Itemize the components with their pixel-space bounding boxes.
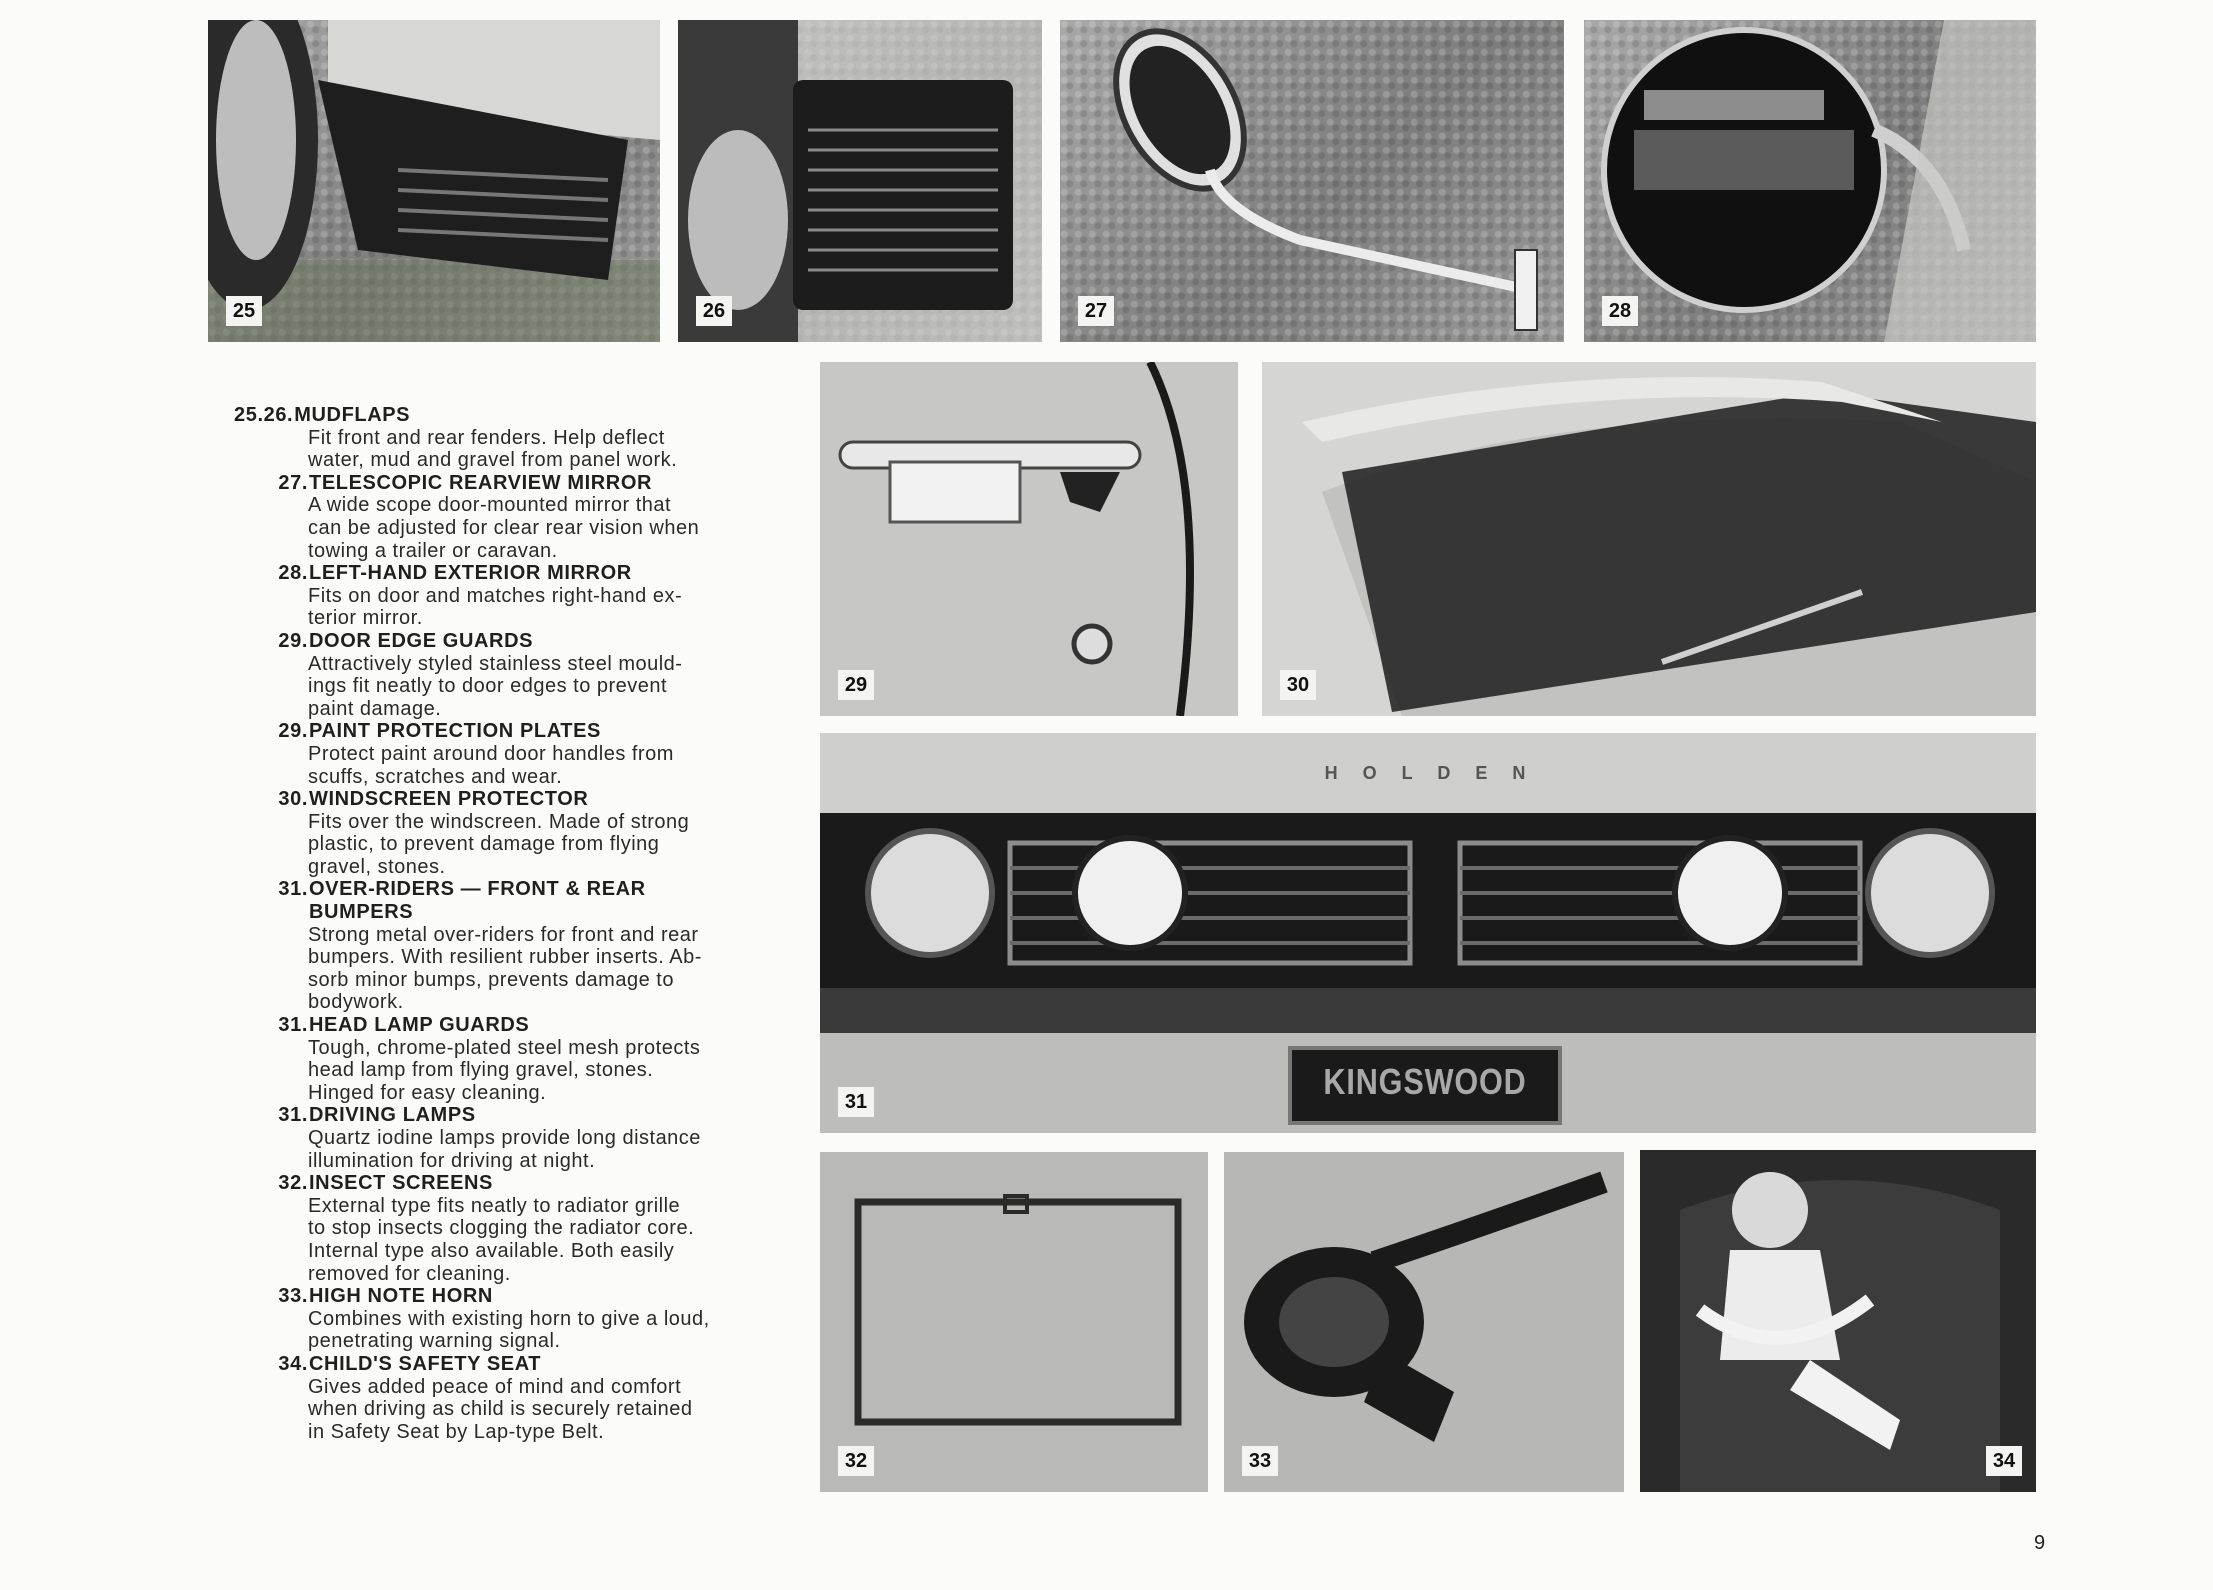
license-plate: KINGSWOOD bbox=[1323, 1061, 1527, 1102]
page-number: 9 bbox=[2034, 1532, 2046, 1554]
item-description bbox=[308, 924, 774, 1014]
item-line: bumpers. With resilient rubber inserts. Ab- bbox=[308, 946, 702, 969]
list-item bbox=[270, 1353, 774, 1443]
list-item bbox=[270, 1172, 774, 1285]
item-description bbox=[308, 653, 774, 721]
item-line: head lamp from flying gravel, stones. bbox=[308, 1059, 654, 1082]
item-description bbox=[308, 585, 774, 630]
item-title: CHILD'S SAFETY SEAT bbox=[309, 1352, 542, 1375]
item-description bbox=[308, 811, 774, 879]
windscreen-illustration bbox=[1262, 362, 2036, 716]
item-number: 29. bbox=[278, 629, 308, 652]
item-line: towing a trailer or caravan. bbox=[308, 539, 558, 562]
photo-number: 30 bbox=[1280, 670, 1316, 700]
mirror-illustration bbox=[1060, 20, 1564, 342]
item-line: bodywork. bbox=[308, 991, 404, 1014]
item-line: External type fits neatly to radiator grille bbox=[308, 1194, 681, 1217]
photo-number: 29 bbox=[838, 670, 874, 700]
item-description bbox=[308, 427, 774, 472]
item-number: 33. bbox=[278, 1285, 308, 1308]
photo-34-child-seat bbox=[1640, 1150, 2036, 1492]
item-number: 30. bbox=[278, 788, 308, 811]
item-line: Protect paint around door handles from bbox=[308, 742, 674, 765]
photo-number: 28 bbox=[1602, 296, 1638, 326]
photo-28-exterior-mirror bbox=[1584, 20, 2036, 342]
item-number: 29. bbox=[278, 720, 308, 743]
list-item bbox=[270, 1285, 774, 1353]
list-item bbox=[270, 630, 774, 720]
accessory-list bbox=[234, 404, 774, 1443]
item-title: WINDSCREEN PROTECTOR bbox=[309, 788, 589, 811]
item-line: terior mirror. bbox=[308, 607, 423, 630]
item-number: 28. bbox=[278, 562, 308, 585]
item-number: 25.26. bbox=[234, 404, 294, 426]
list-item bbox=[270, 472, 774, 562]
item-line: Combines with existing horn to give a loud, bbox=[308, 1307, 710, 1330]
photo-number: 31 bbox=[838, 1087, 874, 1117]
item-line: Attractively styled stainless steel mould- bbox=[308, 652, 683, 675]
item-description bbox=[308, 494, 774, 562]
list-item bbox=[270, 788, 774, 878]
item-line: A wide scope door-mounted mirror that bbox=[308, 494, 672, 517]
item-line: sorb minor bumps, prevents damage to bbox=[308, 968, 674, 991]
item-line: in Safety Seat by Lap-type Belt. bbox=[308, 1420, 605, 1443]
list-item bbox=[234, 404, 774, 472]
child-seat-illustration bbox=[1640, 1150, 2036, 1492]
mudflap-illustration bbox=[678, 20, 1042, 342]
item-description bbox=[308, 743, 774, 788]
item-line: Hinged for easy cleaning. bbox=[308, 1081, 547, 1104]
item-line: scuffs, scratches and wear. bbox=[308, 765, 563, 788]
item-line: can be adjusted for clear rear vision when bbox=[308, 516, 700, 539]
item-line: Gives added peace of mind and comfort bbox=[308, 1375, 682, 1398]
list-item bbox=[270, 1104, 774, 1172]
item-line: Fits over the windscreen. Made of strong bbox=[308, 810, 690, 833]
item-line: Tough, chrome-plated steel mesh protects bbox=[308, 1036, 701, 1059]
item-line: plastic, to prevent damage from flying bbox=[308, 833, 660, 856]
insect-screen-illustration bbox=[820, 1152, 1208, 1492]
item-title: TELESCOPIC REARVIEW MIRROR bbox=[309, 471, 653, 494]
mirror-illustration bbox=[1584, 20, 2036, 342]
photo-30-windscreen bbox=[1262, 362, 2036, 716]
item-title: DOOR EDGE GUARDS bbox=[309, 629, 534, 652]
photo-32-insect-screen bbox=[820, 1152, 1208, 1492]
list-item bbox=[270, 1014, 774, 1104]
item-line: paint damage. bbox=[308, 697, 442, 720]
item-line: Internal type also available. Both easily bbox=[308, 1239, 675, 1262]
item-description bbox=[308, 1376, 774, 1444]
photo-33-horn bbox=[1224, 1152, 1624, 1492]
item-line: removed for cleaning. bbox=[308, 1262, 511, 1285]
photo-27-telescopic-mirror bbox=[1060, 20, 1564, 342]
horn-illustration bbox=[1224, 1152, 1624, 1492]
photo-number: 27 bbox=[1078, 296, 1114, 326]
item-number: 31. bbox=[278, 878, 308, 901]
photo-29-door-handle bbox=[820, 362, 1238, 716]
item-title: DRIVING LAMPS bbox=[309, 1104, 476, 1127]
grille-badge: H O L D E N bbox=[1324, 763, 1536, 783]
item-number: 31. bbox=[278, 1104, 308, 1127]
list-item bbox=[270, 720, 774, 788]
photo-31-front-grille bbox=[820, 733, 2036, 1133]
item-line: Fit front and rear fenders. Help deflect bbox=[308, 426, 665, 449]
photo-number: 33 bbox=[1242, 1446, 1278, 1476]
item-line: water, mud and gravel from panel work. bbox=[308, 449, 678, 472]
item-number: 27. bbox=[278, 471, 308, 494]
item-description bbox=[308, 1308, 774, 1353]
photo-number: 34 bbox=[1986, 1446, 2022, 1476]
item-title: INSECT SCREENS bbox=[309, 1172, 493, 1195]
photo-25-mudflap bbox=[208, 20, 660, 342]
item-title: PAINT PROTECTION PLATES bbox=[309, 720, 601, 743]
list-item bbox=[270, 562, 774, 630]
item-line: ings fit neatly to door edges to prevent bbox=[308, 675, 668, 698]
item-line: when driving as child is securely retained bbox=[308, 1398, 693, 1421]
item-line: illumination for driving at night. bbox=[308, 1149, 596, 1172]
item-description bbox=[308, 1195, 774, 1285]
mudflap-illustration bbox=[208, 20, 660, 342]
photo-26-mudflap bbox=[678, 20, 1042, 342]
door-handle-illustration bbox=[820, 362, 1238, 716]
item-title: HEAD LAMP GUARDS bbox=[309, 1014, 530, 1037]
item-line: penetrating warning signal. bbox=[308, 1330, 561, 1353]
item-line: to stop insects clogging the radiator core. bbox=[308, 1217, 695, 1240]
item-number: 31. bbox=[278, 1014, 308, 1037]
list-item bbox=[270, 878, 774, 1014]
item-title: LEFT-HAND EXTERIOR MIRROR bbox=[309, 562, 632, 585]
photo-number: 26 bbox=[696, 296, 732, 326]
photo-number: 25 bbox=[226, 296, 262, 326]
item-line: Strong metal over-riders for front and rear bbox=[308, 923, 699, 946]
item-line: gravel, stones. bbox=[308, 855, 446, 878]
item-title: HIGH NOTE HORN bbox=[309, 1285, 493, 1308]
item-description bbox=[308, 1037, 774, 1105]
item-number: 32. bbox=[278, 1172, 308, 1195]
item-title: MUDFLAPS bbox=[294, 404, 411, 426]
item-line: Fits on door and matches right-hand ex- bbox=[308, 584, 683, 607]
item-title: OVER-RIDERS — FRONT & REAR bbox=[309, 878, 646, 901]
photo-number: 32 bbox=[838, 1446, 874, 1476]
item-number: 34. bbox=[278, 1352, 308, 1375]
item-line: Quartz iodine lamps provide long distance bbox=[308, 1127, 701, 1149]
item-title-continued: BUMPERS bbox=[309, 901, 414, 924]
item-description bbox=[308, 1127, 774, 1172]
